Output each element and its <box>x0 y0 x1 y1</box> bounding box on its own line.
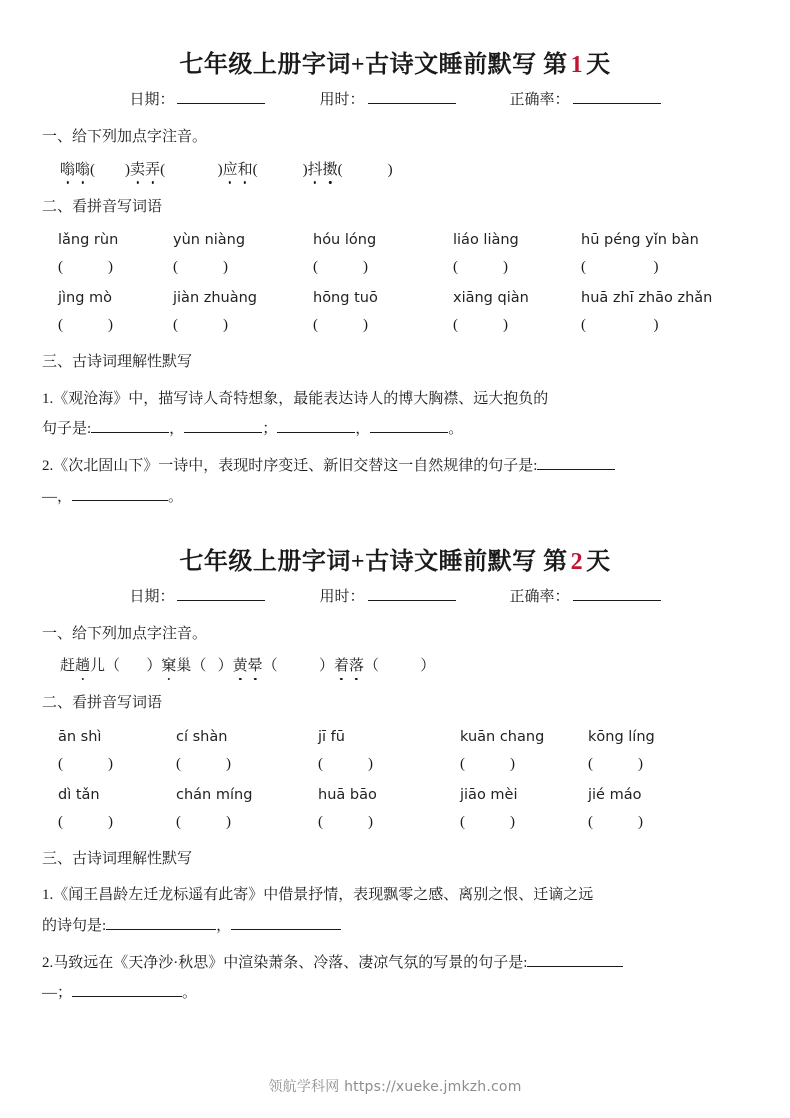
title-prefix: 七年级上册字词+古诗文睡前默写 第 <box>179 52 568 78</box>
answer-blank[interactable] <box>72 983 182 997</box>
paren[interactable]: ( ) <box>90 161 131 178</box>
title-suffix: 天 <box>586 548 611 575</box>
pinyin-row <box>42 232 748 248</box>
answer-blank[interactable] <box>370 419 448 433</box>
zhuyin-item <box>223 158 308 179</box>
dotted-char: 和 <box>238 158 253 179</box>
question-2-day-2 <box>42 948 748 1010</box>
paren[interactable]: （ ） <box>105 658 162 674</box>
answer-cell[interactable]: ( ) <box>581 317 659 333</box>
pinyin-cell: liáo liàng <box>453 232 519 248</box>
meta-accuracy <box>510 585 661 606</box>
meta-date-label: 日期： <box>129 588 175 605</box>
meta-date <box>129 88 265 109</box>
question-answer-prefix: 句子是: <box>42 421 92 438</box>
worksheet-day-1 <box>42 0 748 513</box>
pinyin-row <box>42 290 748 306</box>
title-prefix: 七年级上册字词+古诗文睡前默写 第 <box>179 548 568 575</box>
dotted-char: 嗡 <box>75 158 90 179</box>
section-3-heading-day-2: 三、古诗词理解性默写 <box>42 850 193 867</box>
answer-cell[interactable]: ( ) <box>588 813 643 830</box>
meta-accuracy-label: 正确率： <box>509 92 570 108</box>
answer-cell[interactable]: ( ) <box>453 317 508 333</box>
answer-cell[interactable]: ( ) <box>460 813 515 830</box>
answer-cell[interactable]: ( ) <box>176 755 231 772</box>
section-1-heading-day-2: 一、给下列加点字注音。 <box>42 625 208 642</box>
question-2-day-1 <box>42 451 748 513</box>
answer-sep: ， <box>216 917 232 934</box>
dotted-char: 巢 <box>176 658 192 674</box>
paren[interactable]: ( ) <box>337 161 393 178</box>
meta-accuracy <box>510 88 661 109</box>
zhuyin-item <box>308 158 393 179</box>
pinyin-cell: ān shì <box>58 728 102 745</box>
zhuyin-item <box>233 654 334 675</box>
pinyin-cell: huā zhī zhāo zhǎn <box>581 290 713 306</box>
zhuyin-row-day-1 <box>42 158 748 179</box>
meta-row-day-1 <box>42 88 748 109</box>
section-2-heading-day-1: 二、看拼音写词语 <box>42 198 163 215</box>
meta-time-blank[interactable] <box>368 89 456 104</box>
pinyin-cell: cí shàn <box>176 728 228 745</box>
day-number: 2 <box>570 548 584 575</box>
meta-accuracy-blank[interactable] <box>573 89 661 104</box>
answer-cell[interactable]: ( ) <box>453 259 508 275</box>
dotted-char: 趟 <box>75 654 90 675</box>
pinyin-cell: jiàn zhuàng <box>173 290 258 306</box>
answer-sep: ， <box>169 421 185 438</box>
dotted-char: 嗡 <box>60 158 75 179</box>
answer-cell[interactable]: ( ) <box>176 813 231 830</box>
answer-row[interactable] <box>42 259 748 276</box>
pinyin-block-day-1 <box>42 232 748 334</box>
pinyin-cell: jié máo <box>588 786 642 803</box>
meta-time <box>319 585 455 606</box>
answer-cell[interactable]: ( ) <box>58 317 113 333</box>
answer-row[interactable] <box>42 756 748 773</box>
answer-blank[interactable] <box>72 487 168 501</box>
answer-blank[interactable] <box>527 953 623 967</box>
answer-sep: 。 <box>448 421 464 438</box>
dotted-word <box>308 158 338 179</box>
meta-accuracy-blank[interactable] <box>573 586 661 601</box>
question-text: 《次北固山下》一诗中，表现时序变迁、新旧交替这一自然规律的句子是: <box>53 458 538 474</box>
dotted-char: 弄 <box>145 158 160 179</box>
question-1-day-2 <box>42 880 748 942</box>
dotted-char: 应 <box>223 158 238 179</box>
answer-blank[interactable] <box>91 419 169 433</box>
dotted-word <box>60 654 105 675</box>
worksheet-day-2 <box>42 513 748 1010</box>
question-number: 2. <box>42 458 54 474</box>
meta-date-label: 日期： <box>129 92 175 108</box>
section-3-heading-day-1: 三、古诗词理解性默写 <box>42 354 193 370</box>
page-title-day-2 <box>42 541 748 576</box>
pinyin-row <box>42 787 748 803</box>
zhuyin-item <box>60 158 130 179</box>
zhuyin-item <box>334 654 435 675</box>
answer-sep: ， <box>355 421 371 438</box>
question-text: 马致远在《天净沙·秋思》中渲染萧条、冷落、凄凉气氛的写景的句子是: <box>53 954 528 971</box>
answer-cell[interactable]: ( ) <box>318 755 373 772</box>
paren[interactable]: （ ） <box>191 658 233 674</box>
pinyin-block-day-2 <box>42 729 748 831</box>
dotted-word <box>223 158 253 179</box>
answer-blank[interactable] <box>231 916 341 930</box>
dotted-word <box>233 654 263 675</box>
page-title-day-1 <box>42 44 748 79</box>
answer-cell[interactable]: ( ) <box>588 755 643 772</box>
answer-row[interactable] <box>42 814 748 831</box>
paren[interactable]: ( ) <box>160 161 223 178</box>
meta-time-label: 用时： <box>319 588 365 605</box>
dotted-char: 赶 <box>60 658 76 674</box>
dotted-char: 儿 <box>90 658 106 674</box>
meta-time <box>319 88 455 109</box>
dotted-char: 擞 <box>323 158 338 179</box>
dotted-char: 抖 <box>308 158 323 179</box>
meta-date-blank[interactable] <box>177 586 265 601</box>
answer-row[interactable] <box>42 317 748 334</box>
answer-blank[interactable] <box>184 419 262 433</box>
answer-cell[interactable]: ( ) <box>58 813 113 830</box>
meta-date-blank[interactable] <box>177 89 265 104</box>
paren[interactable]: （ ） <box>363 658 436 674</box>
pinyin-cell: yùn niàng <box>173 232 246 248</box>
pinyin-cell: huā bāo <box>318 786 377 803</box>
title-suffix: 天 <box>586 52 611 78</box>
answer-cell[interactable]: ( ) <box>460 755 515 772</box>
answer-blank[interactable] <box>537 456 615 470</box>
answer-cell[interactable]: ( ) <box>58 755 113 772</box>
dotted-word <box>161 654 191 675</box>
zhuyin-item <box>161 654 232 675</box>
meta-time-blank[interactable] <box>368 586 456 601</box>
meta-time-label: 用时： <box>319 92 365 108</box>
pinyin-cell: kōng líng <box>588 728 655 745</box>
meta-row-day-2 <box>42 585 748 606</box>
day-number: 1 <box>570 52 584 78</box>
pinyin-cell: kuān chang <box>460 728 545 745</box>
section-1-heading-day-1: 一、给下列加点字注音。 <box>42 129 208 145</box>
answer-blank[interactable] <box>277 419 355 433</box>
pinyin-cell: hū péng yǐn bàn <box>581 232 699 248</box>
answer-continuation: —， <box>42 488 73 505</box>
answer-cell[interactable]: ( ) <box>581 259 659 275</box>
dotted-char: 落 <box>349 654 364 675</box>
answer-cell[interactable]: ( ) <box>313 259 368 275</box>
answer-cell[interactable]: ( ) <box>173 317 228 333</box>
answer-cell[interactable]: ( ) <box>318 813 373 830</box>
answer-continuation: —； <box>42 985 73 1002</box>
answer-cell[interactable]: ( ) <box>58 259 113 275</box>
question-1-day-1 <box>42 384 748 446</box>
answer-blank[interactable] <box>106 916 216 930</box>
dotted-word <box>130 158 160 179</box>
answer-sep: ； <box>262 421 278 438</box>
pinyin-cell: lǎng rùn <box>58 232 119 248</box>
dotted-word <box>334 654 364 675</box>
pinyin-cell: jìng mò <box>58 290 113 306</box>
question-text: 《闻王昌龄左迁龙标遥有此寄》中借景抒情，表现飘零之感、离别之恨、迁谪之远 <box>53 887 594 903</box>
section-2-heading-day-2: 二、看拼音写词语 <box>42 695 163 711</box>
answer-end: 。 <box>168 488 184 505</box>
pinyin-cell: jiāo mèi <box>460 786 518 803</box>
question-number: 1. <box>42 887 54 903</box>
pinyin-cell: hōng tuō <box>313 290 378 306</box>
dotted-word <box>60 158 90 179</box>
question-answer-prefix: 的诗句是: <box>42 917 107 934</box>
answer-cell[interactable]: ( ) <box>173 259 228 275</box>
paren[interactable]: （ ） <box>262 658 334 674</box>
zhuyin-item <box>130 158 223 179</box>
footer-watermark: 领航学科网 https://xueke.jmkzh.com <box>268 1079 522 1095</box>
dotted-char: 黄 <box>233 654 248 675</box>
pinyin-cell: dì tǎn <box>58 786 100 803</box>
meta-date <box>129 585 265 606</box>
pinyin-cell: chán míng <box>176 786 253 803</box>
answer-cell[interactable]: ( ) <box>313 317 368 333</box>
dotted-char: 窠 <box>161 654 176 675</box>
zhuyin-item <box>60 654 161 675</box>
paren[interactable]: ( ) <box>252 161 308 178</box>
zhuyin-row-day-2 <box>42 654 748 675</box>
question-text: 《观沧海》中，描写诗人奇特想象，最能表达诗人的博大胸襟、远大抱负的 <box>53 390 549 407</box>
answer-end: 。 <box>182 985 198 1002</box>
meta-accuracy-label: 正确率： <box>509 588 570 605</box>
pinyin-cell: hóu lóng <box>313 232 377 248</box>
dotted-char: 着 <box>334 654 349 675</box>
pinyin-cell: jī fū <box>318 728 345 745</box>
dotted-char: 卖 <box>130 158 145 179</box>
pinyin-row <box>42 729 748 745</box>
question-number: 1. <box>42 390 54 407</box>
pinyin-cell: xiāng qiàn <box>453 290 529 306</box>
dotted-char: 晕 <box>248 654 263 675</box>
question-number: 2. <box>42 954 54 971</box>
